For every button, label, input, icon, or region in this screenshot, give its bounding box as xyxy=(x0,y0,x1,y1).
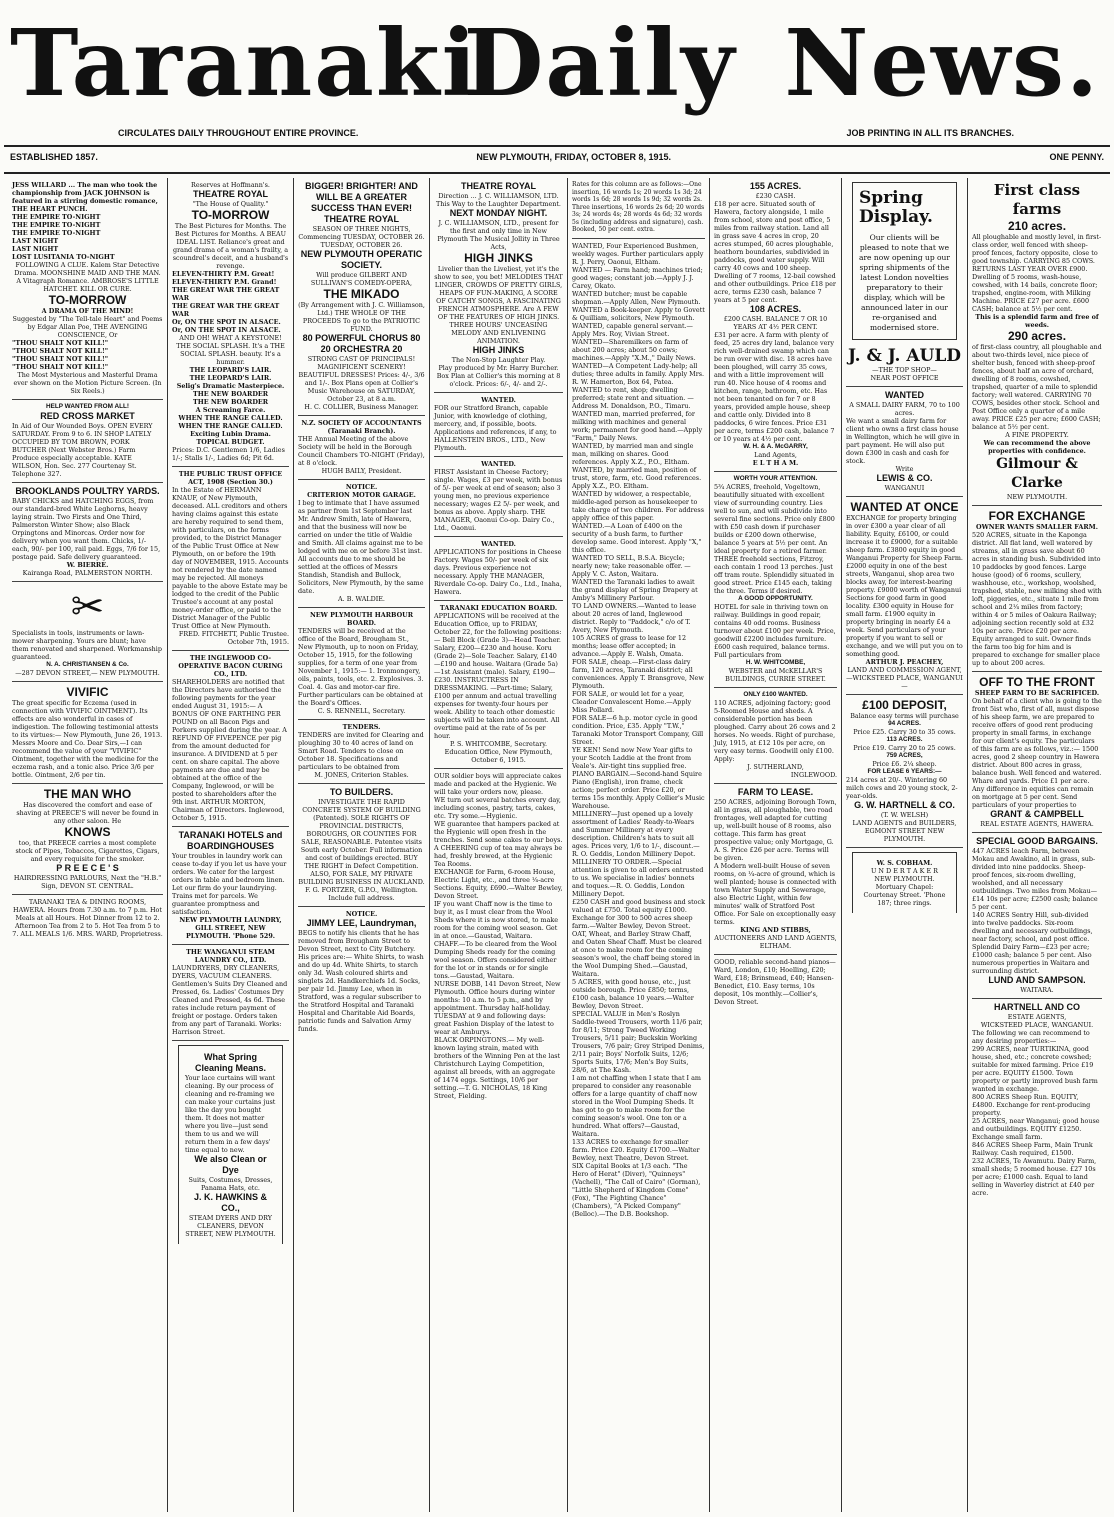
ad-auld xyxy=(846,344,963,387)
whitcombe-signature: P. S. WHITCOMBE, Secretary. Education Office, New Plymouth, October 6, 1915. xyxy=(444,740,553,764)
tomorrow-body-2: The Best Pictures for Months. The Best Pictures for Months. A BEAU IDEAL LIST. Reliance's great and grand drama of a woman's frailty, a scoundrel's deceit, and a husband's revenge. xyxy=(172,222,289,270)
fitchett-signature: FRED. FITCHETT, Public Trustee. October 7th, 1915. xyxy=(178,630,289,646)
jones-signature: M. JONES, Criterion Stables. xyxy=(314,771,409,779)
column-6 xyxy=(710,178,842,1512)
ad-classifieds-col5 xyxy=(572,239,705,1222)
hartnell-intro: The following we can recommend to any desiring properties:— xyxy=(972,1029,1090,1045)
sutherland-town: INGLEWOOD. xyxy=(790,771,837,779)
notice-heading-2: NOTICE. xyxy=(345,910,378,918)
tenders-heading: TENDERS. xyxy=(342,723,381,731)
h-w-whitcombe-address: WEBSTER and McKELLAR'S BUILDINGS, CURRIE STREET. xyxy=(725,667,826,683)
ad-jimmy-lee xyxy=(298,907,425,1037)
acres155-body: £18 per acre. Situated south of Hawera, factory alongside, 1 mile from school, store and post office, 5 miles from railway station. Land all in grass save 4 acres in crop, 20 acres stumped, 60 acres ploughable, heathorn boundaries, subdivided in paddocks, good water supply. Will carry 40 cows and 100 sheep. Dwelling of 7 rooms, 12-bail cowshed and other outbuildings. Price £18 per acre, terms £230 cash, balance 7 years at 5 per cent. xyxy=(714,200,836,304)
grant-name: GRANT & CAMPBELL xyxy=(990,809,1084,819)
knows-heading: KNOWS xyxy=(64,825,111,839)
deposit-94-body: Price £25. Carry 30 to 35 cows. xyxy=(853,728,956,736)
only100-heading: ONLY £100 WANTED. xyxy=(743,691,808,698)
ad-rates xyxy=(572,178,705,239)
stratford-body: FOR our Stratford Branch, capable Junior, with knowledge of clothing, mercery, and, if possible, boots. Applications and references, if any, to HALLENSTEIN BROS., LTD., New Plymouth. xyxy=(434,404,557,452)
public-trust-body: In the Estate of HERMANN KNAUF, of New Plymouth, deceased. ALL creditors and others having claims against this estate are hereby required to send them, with particulars, on the forms provided, to the District Manager of the Public Trust Office at New Plymouth, on or before the 19th day of NOVEMBER, 1915. Accounts not rendered by the date named may be rejected. All moneys payable to the above Estate may be lodged to the credit of the Public Trustee's account at any postal money-order office, or paid to the District Manager of the Public Trust Office at New Plymouth. xyxy=(172,486,289,630)
ad-wanted-riverdale xyxy=(434,537,563,601)
clean-dye-heading: We also Clean or Dye xyxy=(194,1154,267,1175)
deposit-113-body: Price £19. Carry 20 to 25 cows. xyxy=(853,744,956,752)
auld-address: NEAR POST OFFICE xyxy=(870,374,939,382)
cobham-body: Mortuary Chapel: Courtenay Street. 'Phone 187; three rings. xyxy=(863,883,946,907)
farm-lease-body: 250 ACRES, adjoining Borough Town, all in grass, all ploughable, two road frontages, well adapted for cutting up, well-built house of 8 rooms, also cottage. This farm has great prospective value; only Mortgage, G. A. S. Price £26 per acre. Terms will be given. A Modern well-built House of seven rooms, on ¼-acre of ground, which is well planted; house is connected with town Water Supply and Sewerage, also Electric Light, within few minutes' walk of Stratford Post Office. For Sale on exceptionally easy terms. xyxy=(714,798,837,926)
ad-farm-lease xyxy=(714,784,837,955)
clean-dye-body: Suits, Costumes, Dresses, Panama Hats, etc. xyxy=(188,1176,273,1192)
auld-sub: —THE TOP SHOP— xyxy=(872,366,937,374)
vivific-body: The great specific for Eczema (used in connection with VIVIFIC OINTMENT). Its effects are also wonderful in cases of indigestion. The following testimonial attests to its virtues:— New Plymouth, June 26, 1913. Messrs Moore and Co. Dear Sirs,—I can recommend the value of your "VIVIFIC" Ointment, together with the medicine for the eczema rash, and a tonic also. Price 3/6 per bottle. Ointment, 2/6 per tin. xyxy=(12,699,163,779)
hoffmann-line: Reserves at Hoffmann's. xyxy=(191,181,270,189)
price: ONE PENNY. xyxy=(1049,152,1104,162)
builders-heading: TO BUILDERS. xyxy=(329,787,394,797)
ad-deposit xyxy=(846,695,963,848)
ad-christiansen xyxy=(12,582,163,682)
gilmour-town: NEW PLYMOUTH. xyxy=(1006,493,1068,501)
help-heading: HELP WANTED FROM ALL! xyxy=(45,403,130,410)
acres108-heading: 108 ACRES. xyxy=(749,304,802,314)
jcw-body: J. C. WILLIAMSON, LTD., present for the first and only time in New Plymouth The Musical Jollity in Three Acts, xyxy=(437,219,560,251)
wanted-dairy-sub: A SMALL DAIRY FARM, 70 to 100 acres. xyxy=(849,401,960,417)
ad-builders xyxy=(298,784,425,907)
tea-rooms-body: TARANAKI TEA & DINING ROOMS, HAWERA. Hours from 7.30 a.m. to 7 p.m. Hot Meals at all Hours. Hot Dinner from 12 to 2. Afternoon Tea from 2 to 5. Hot Tea from 5 to 7. ALL MEALS 1/6. MRS. WARD, Proprietress. xyxy=(12,898,163,938)
lease-6-body: 214 acres at 20/-. Wintering 60 milch cows and 20 young stock, 2-year-olds. xyxy=(846,776,958,800)
red-cross-body: In Aid of Our Wounded Boys. OPEN EVERY SATURDAY. From 9 to 6. IN SHOP LATELY OCCUPIED BY TOM BROWN, PORK BUTCHER (Next Webster Bros.) Farm Produce especially acceptable. KATE WILSON, Hon. Sec. 277 Courtenay St. Telephone 327. xyxy=(12,422,153,478)
fortzer-signature: F. G. FORTZER, G.P.O., Wellington. Include full address. xyxy=(305,886,418,902)
brooklands-body: BABY CHICKS and HATCHING EGGS, from our standard-bred White Leghorns, heavy laying strain. Two Firsts and One Third, Palmerston Winter Show; also Black Orpingtons and Minorcas. Order now for delivery when you want them. Chicks, 1/- each, 90/- per 100, rail paid. Eggs, 7/6 for 15, postage paid. Safe delivery guaranteed. xyxy=(12,497,161,561)
write-line: Write xyxy=(895,465,914,473)
title-word-news: News. xyxy=(784,9,1100,117)
high-jinks-heading: HIGH JINKS xyxy=(464,251,533,265)
wanted-heading-2: WANTED. xyxy=(481,460,516,468)
ad-cobham xyxy=(852,852,957,913)
spring-cleaning-body: Your lace curtains will want cleaning. By our process of cleaning and re-framing we can make your curtains just like the day you bought them. It does not matter where you live—just send them to us and we will return them in a few days' time equal to new. xyxy=(185,1074,276,1154)
acres155-heading: 155 ACRES. xyxy=(749,181,802,191)
criterion-heading: CRITERION MOTOR GARAGE. xyxy=(307,491,416,499)
ad-first-class-farms xyxy=(972,178,1102,506)
hotels-heading: TARANAKI HOTELS and BOARDINGHOUSES xyxy=(178,830,283,851)
established: ESTABLISHED 1857. xyxy=(10,152,98,162)
wanted-once-heading: WANTED AT ONCE xyxy=(850,500,959,514)
ad-brooklands xyxy=(12,483,163,582)
accountants-heading: N.Z. SOCIETY OF ACCOUNTANTS (Taranaki Branch). xyxy=(301,419,422,435)
cobham-title: U N D E R T A K E R xyxy=(871,867,938,875)
tomorrow-heading: TO-MORROW xyxy=(48,293,127,307)
scissors-icon: ✂ xyxy=(70,584,105,630)
wanganui-heading: THE WANGANUI STEAM LAUNDRY CO., LTD. xyxy=(186,948,275,964)
h-w-whitcombe-name: H. W. WHITCOMBE, xyxy=(745,659,806,666)
title-word-taranaki: Taranaki xyxy=(10,9,479,117)
chorus-line: 80 POWERFUL CHORUS 80 xyxy=(302,333,421,343)
ad-accountants xyxy=(298,416,425,480)
top-rule xyxy=(4,145,1110,147)
hartnell-address: WICKSTEED PLACE, WANGANUI. xyxy=(980,1021,1094,1029)
peachey-title: LAND AND COMMISSION AGENT, xyxy=(847,666,962,674)
willard-text: JESS WILLARD ... The man who took the championship from JACK JOHNSON is featured in a stirring domestic romance, THE HEART PUNCH. xyxy=(12,181,158,213)
wanted-dairy-heading: WANTED xyxy=(885,390,924,400)
title-word-daily: Daily xyxy=(463,9,737,117)
worth-heading: WORTH YOUR ATTENTION. xyxy=(733,475,818,482)
burcher-line: Play produced by Mr. Harry Burcher. xyxy=(438,364,559,372)
ad-laundry xyxy=(172,827,289,945)
ad-155-acres xyxy=(714,178,837,472)
prices-line: Prices: D.C. Gentlemen 1/6, Ladies 1/-; Stalls 1/-, Ladies 6d; Pit 6d. xyxy=(172,446,285,462)
leopard-lines: THE LEOPARD'S LAIR. THE LEOPARD'S LAIR. Selig's Dramatic Masterpiece. THE NEW BOARDER THE NEW BOARDER A Screaming Farce. WHEN THE RANGE CALLED. WHEN THE RANGE CALLED. Exciting Lubin Drama. TOPICAL BUDGET. xyxy=(176,366,285,446)
front-sub: SHEEP FARM TO BE SACRIFICED. xyxy=(974,689,1100,697)
special-heading: SPECIAL GOOD BARGAINS. xyxy=(976,836,1098,846)
harbour-body: TENDERS will be received at the office of the Board, Brougham St., New Plymouth, up to noon on Friday, October 15, 1915, for the following supplies, for a term of one year from November 1, 1915:— 1. Ironmongery, oils, paints, tools, etc. 2. Explosives. 3. Coal. 4. Gas and motor-car fire. Further particulars can be obtained at the Board's Offices. xyxy=(298,627,424,707)
peachey-name: ARTHUR J. PEACHEY, xyxy=(865,658,944,666)
spring-cleaning-heading: What Spring Cleaning Means. xyxy=(194,1052,266,1073)
lease-6-heading: FOR LEASE 6 YEARS:— xyxy=(867,768,942,775)
splendid-line: This is a splendid farm and free of weeds. xyxy=(975,313,1099,329)
inglewood-body: SHAREHOLDERS are notified that the Directors have authorised the following payments for the year ended August 31, 1915:— A BONUS OF ONE FARTHING PER POUND on all Bacon Pigs and Porkers supplied during the year. A REFUND OF FIVEPENCE per pig from the amount deducted for insurance. A DIVIDEND at 5 per cent. on share capital. The above payments are due and may be obtained at the office of the Company, Inglewood, or will be posted to shareholders after the 9th inst. ARTHUR MORTON, Chairman of Directors. Inglewood, October 5, 1915. xyxy=(172,678,287,822)
ad-preece xyxy=(12,784,163,895)
orchestra-line: 20 ORCHESTRA 20 xyxy=(320,344,403,354)
ad-worth-attention xyxy=(714,472,837,688)
accountants-body: THE Annual Meeting of the above Society will be held in the Borough Council Chambers TO-NIGHT (Friday), at 8 o'clock. xyxy=(298,435,425,467)
nonstop-line: The Non-Stop Laughter Play. xyxy=(451,356,546,364)
thou-shalt-lines: "THOU SHALT NOT KILL!" "THOU SHALT NOT KILL!" "THOU SHALT NOT KILL!" "THOU SHALT NOT KILL!" xyxy=(12,339,109,371)
ad-for-exchange xyxy=(972,506,1102,672)
bottom-rule xyxy=(4,172,1110,174)
ad-off-to-front xyxy=(972,672,1102,833)
ad-red-cross xyxy=(12,400,163,483)
front-body: On behalf of a client who is going to the front 5ist who, first of all, must dispose of his sheep farm, we are prepared to receive offers of good rent producing property in small farms, in exchange for our client's equity. The particulars of this farm are as follows, viz.:— 1500 acres, good 2 sheep country in Hawera district. About 800 acres in grass, balance bush. Well fenced and watered. Whare and yards. Price £1 per acre. Any difference in equities can remain on mortgage at 5 per cent. Send particulars of your properties to xyxy=(972,697,1102,809)
wanted-dairy-body: We want a small dairy farm for client who owns a first class house in Wellington, which he will give in part payment. He will also put down £300 in cash and cash for stock. xyxy=(846,417,960,465)
peachey-address: —WICKSTEED PLACE, WANGANUI— xyxy=(846,674,963,690)
vivific-heading: VIVIFIC xyxy=(66,685,109,699)
column-7 xyxy=(842,178,968,1512)
ad-classifieds-col4 xyxy=(434,769,563,1104)
acres108-price: £200 CASH. BALANCE 7 OR 10 YEARS AT 4½ PER CENT. xyxy=(723,315,828,331)
hotels-body: Your troubles in laundry work can cease to-day if you let us have your orders. We cater for the largest orders in table and bedroom linen. Let our firm do your laundrying. Trains met for parcels. We guarantee promptness and satisfaction. xyxy=(172,852,287,916)
classifieds-col4: OUR soldier boys will appreciate cakes made and packed at the Hygienic. We will take your orders now, please. WE turn out several batches every day, including scones, pastry, tarts, cakes, etc. Try some.—Hygienic. WE guarantee that hampers packed at the Hygienic will open fresh in the trenches. Send some cakes to our boys. A CHEERING cup of tea may always be had, freshly brewed, at the Hygienic Tea Rooms. EXCHANGE for Farm, 6-room House, Electric Light, etc., and three ¼-acre Sections. Equity, £690.—Walter Bewley, Devon Street. IF you want Chaff now is the time to buy it, as I must clear from the Wool Sheds where it is now stored, to make room for the coming wool season. Get in at once.—Gaustad, Waitara. CHAFF.—To be cleared from the Wool Dumping Sheds ready for the coming wool season. Offers considered either for the lot or in stands or for single tons.—Gaustad, Waitara. NURSE DOBB, 141 Devon Street, New Plymouth. Office hours during winter months: 10 a.m. to 5 p.m., and by appointment. Thursday half-holiday. TUESDAY at 9 and following days: great Fashion Display of the latest to wear at Amburys. BLACK ORPINGTONS.— My well-known laying strain, mated with brothers of the Winning Pen at the last Christchurch Laying Competition, against all breeds, with an aggregate of 1474 eggs. Settings, 10/6 per setting.—T. G. NICHOLAS, 18 King Street, Fielding. xyxy=(434,772,563,1100)
riverdale-body: APPLICATIONS for positions in Cheese Factory. Wages 50/- per week of six days. Previous experience not necessary. Apply THE MANAGER, Riverdale Co-op. Dairy Co., Ltd., Inaha, Hawera. xyxy=(434,548,562,596)
g-w-hartnell-address: EGMONT STREET NEW PLYMOUTH. xyxy=(864,827,945,843)
front-heading: OFF TO THE FRONT xyxy=(979,675,1095,689)
christiansen-name: N. A. CHRISTIANSEN & Co. xyxy=(46,661,129,668)
wanted-heading-3: WANTED. xyxy=(481,540,516,548)
lee-heading: JIMMY LEE, Laundryman, xyxy=(306,918,417,928)
first-class-heading: First class farms xyxy=(993,181,1081,218)
jinks-body: Livelier than the Liveliest, yet it's the show to see, you bet! MELODIES THAT LINGER, CROWDS OF PRETTY GIRLS, HEAPS OF FUN-MAKING, A SCORE OF CATCHY SONGS, A FASCINATING FRENCH ATMOSPHERE. Are A FEW OF THE FEATURES OF HIGH JINKS. THREE HOURS' UNCEASING MELODY AND ENLIVENING ANIMATION. xyxy=(434,265,563,345)
season-text: SEASON OF THREE NIGHTS, Commencing TUESDAY, OCTOBER 26. TUESDAY, OCTOBER 26. xyxy=(298,225,425,249)
ad-wanganui-laundry xyxy=(172,945,289,1041)
exchange-body: 520 ACRES, situate in the Kaponga district. All flat land, well watered by streams, all in grass save about 60 acres in standing bush. Subdivided into 10 paddocks by good fences. Large house (good) of 6 rooms, scullery, washhouse, etc., workshop, woolshed, trapshed, stable, new milking shed with loft, piggeries, etc., situate 1 mile from school and 2¼ miles from factory; within 4 or 5 miles of Oakura Railway; adjoining section recently sold at £32 10s per acre. Price £20 per acre. Equity arranged to suit. Owner finds the farm too big for him and is prepared to exchange for smaller place up to about 200 acres. xyxy=(972,531,1102,667)
hartnell-name: HARTNELL AND CO xyxy=(994,1002,1080,1012)
spring-display-body: Our clients will be pleased to note that we are now opening up our spring shipments of the latest London novelties preparatory to their display, which will be announced later in our re-organised and modernised store. xyxy=(859,233,950,332)
empire-lines: THE EMPIRE TO-NIGHT THE EMPIRE TO-NIGHT THE EMPIRE TO-NIGHT LAST NIGHT LAST NIGHT LOST LUSITANIA TO-NIGHT xyxy=(12,213,115,261)
ad-spring-cleaning xyxy=(178,1045,283,1244)
ad-tenders xyxy=(298,720,425,784)
ad-inglewood-bacon xyxy=(172,651,289,827)
theatre-royal-heading-3: THEATRE ROYAL xyxy=(323,214,399,224)
acres210-body: All ploughable and mostly level, in first-class order, well fenced with sheep-proof fences, factory opposite, close to good township. CARRYING 85 COWS. RETURNS LAST YEAR OVER £900. Dwelling of 5 rooms, wash-house, cowshed, with 14 bails, concrete floor; trapshed, engine-room, with Milking Machine. PRICE £27 per acre. £600 CASH; balance at 5½ per cent. xyxy=(972,233,1102,313)
rennell-signature: C. S. RENNELL, Secretary. xyxy=(317,707,406,715)
education-heading: TARANAKI EDUCATION BOARD. xyxy=(439,604,558,612)
g-w-hartnell-name: G. W. HARTNELL & CO. xyxy=(854,800,955,810)
hartnell-title: ESTATE AGENTS, xyxy=(1007,1013,1067,1021)
mcgarry-town: E L T H A M. xyxy=(752,459,799,467)
gilmour-name: Gilmour & Clarke xyxy=(996,456,1078,491)
ad-high-jinks xyxy=(434,178,563,393)
ad-pianos xyxy=(714,955,837,1010)
man-who-heading: THE MAN WHO xyxy=(43,787,132,801)
newspaper-title xyxy=(10,8,1104,118)
great-war-lines: THE GREAT WAR THE GREAT WAR THE GREAT WAR THE GREAT WAR Or, ON THE SPOT IN ALSACE. Or, ON THE SPOT IN ALSACE. xyxy=(172,286,281,334)
np-laundry: NEW PLYMOUTH LAUNDRY, GILL STREET, NEW PLYMOUTH. 'Phone 529. xyxy=(179,916,282,940)
theatre-royal-heading: THEATRE ROYAL xyxy=(192,189,268,199)
ad-hartnell xyxy=(972,999,1102,1201)
special-body: 447 ACRES leach Farm, between Mokau and Awakino, all in grass, sub-divided into nine paddocks. Sheep-proof fences, six-room dwelling, woolshed, and all necessary outbuildings. Two miles from Mokau—£14 10s per acre; £2500 cash; balance 5 per cent. 140 ACRES Sentry Hill, sub-divided into twelve paddocks. Six-room dwelling and necessary outbuildings, near factory, school, and post office. Splendid Dairy Farm—£23 per acre; £1000 cash; balance 5 per cent. Also numerous properties in Waitara and surrounding district. xyxy=(972,847,1098,975)
dateline: NEW PLYMOUTH, FRIDAY, OCTOBER 8, 1915. xyxy=(476,152,672,162)
mcgarry-name: W. H. & A. McGARRY, xyxy=(743,443,808,450)
preece-heading: P R E E C E ' S xyxy=(56,863,119,873)
deposit-759-body: Price £6. 2¼ sheep. xyxy=(872,760,937,768)
classifieds-col5: WANTED, Four Experienced Bushmen, weekly wages. Further particulars apply R. J. Perry, Oaonui, Eltham. WANTED — Farm hand; machines tried; good wages; constant job.—Apply J. J. Carey, Okato. WANTED butcher; must be capable shopman.—Apply Allen, New Plymouth. WANTED a Book-keeper. Apply to Govett & Quilliam, solicitors, New Plymouth. WANTED, capable general servant.—Apply Mrs. Roy, Vivian Street. WANTED—Sharemilkers on farm of about 200 acres; about 50 cows; machines.—Apply "X.M.," Daily News. WANTED—A Competent Lady-help; all duties; three adults in family. Apply Mrs. R. W. Hamerton, Box 64, Patea. WANTED to rent, shop; dwelling preferred; state rent and situation. —Address M. Donaldson, P.O., Timaru. WANTED man, married preferred, for milking with machines and general work; permanent for good hand.—Apply "Farm," Daily News. WANTED, by married man and single man, milking on shares. Good references. Apply X.Z., P.O., Eltham. WANTED, by married man, position of trust, store, farm, etc. Good references. Apply X.Z., P.O. Eltham. WANTED by widower, a respectable, middle-aged person as housekeeper to take charge of two children. For address apply office of this paper. WANTED.—A Loan of £400 on the security of a bush farm, to further develop same. Good interest. Apply "X," this office. WANTED TO SELL, B.S.A. Bicycle; nearly new; take reasonable offer. —Apply V. C. Aston, Waitara. WANTED the Taranaki ladies to await the grand display of Spring Drapery at Amby's Millinery Parlour. TO LAND OWNERS.—Wanted to lease about 20 acres of land, Inglewood district. Reply to "Paddock," c/o of T. Avery, New Plymouth. 105 ACRES of grass to lease for 12 months; lease offer accepted; in advance.—Apply E. Walsh, Omata. FOR SALE, cheap.—First-class dairy farm, 120 acres, Taranaki district; all conveniences. Apply T. Bransgrove, New Plymouth. FOR SALE, or would let for a year, Cleador Convalescent Home.—Apply Miss Pollard. FOR SALE—6 h.p. motor cycle in good condition. Price, £35. Apply "T.W.," Taranaki Motor Transport Company, Gill Street. YE KEN! Send now New Year gifts to your Scotch Laddie at the front from Veale's. Air-tight tins supplied free. PIANO BARGAIN.—Second-hand Squire Piano (English), iron frame, check action; perfect order. Price £20, or terms 15s monthly. Apply Collier's Music Warehouse. MILLINERY—Just opened up a lovely assortment of Ladies' Ready-to-Wears and Summer Millinery at every description. Children's hats to suit all ages. Prices very, 1/6 to 1/-, discount.—R. O. Geddis, London Millinery Depot. MILLINERY TO ORDER.—Special attention is given to all orders entrusted to us. We specialise in ladies' bonnets and toques.—R. O. Geddis, London Millinery Depot. £250 CASH and good business and stock valued at £750. Total equity £1000. Exchange for 300 to 500 acres sheep farm.—Walter Bewley, Devon Street. OAT, Wheat, and Barley Straw Chaff, and Oaten Sheaf Chaff. Must be cleared at once to make room for the coming season's wool, the chaff being stored in the Wool Dumping Shed.—Gaustad, Waitara. 5 ACRES, with good house, etc., just outside borough. Price £850; terms, £100 cash, balance 10 years.—Walter Bewley, Devon Street. SPECIAL VALUE in Men's Roslyn Saddle-tweed Trousers, worth 11/6 pair, for 8/11; Strong Tweed Working Trousers, 5/11 pair; Buckskin Working Trousers, 7/6 pair; Grey Striped Denims, 2/11 pair; Boys' Norfolk Suits, 12/6; Sports Suits, 17/6; Men's Boy Suits, 28/6, at The Kash. I am not chaffing when I state that I am prepared to consider any reasonable offers for a large quantity of chaff now stored in the Wool Dumping Sheds. It has got to go to make room for the coming season's wool. One ton or a hundred. What offers?—Gaustad, Waitara. 133 ACRES to exchange for smaller farm. Price £20. Equity £1700.—Walter Bewley, next Theatre, Devon Street. SIX Capital Books at 1/3 each. "The Hero of Herat" (Diver), "Quinneys" (Vachell), "The Call of Cairo" (Gorman), "Little Shepherd of Kingdom Come" (Fox), "The Fighting Chance" (Chambers), "A Picked Company" (Belloc).—The D.B. Bookshop. xyxy=(572,241,705,1218)
acres210-heading: 210 acres. xyxy=(1007,219,1067,233)
good-opp-heading: A GOOD OPPORTUNITY. xyxy=(738,595,813,602)
tagline-left: CIRCULATES DAILY THROUGHOUT ENTIRE PROVINCE. xyxy=(118,128,359,138)
wanted-heading-1: WANTED. xyxy=(481,396,516,404)
knows-body: too, that PREECE carries a most complete stock of Pipes, Tobaccos, Cigarettes, Cigars, and every requisite for the smoker. xyxy=(15,839,160,863)
ad-wanted-dairy xyxy=(846,387,963,497)
eleven-thirty: ELEVEN-THIRTY P.M. Great! ELEVEN-THIRTY P.M. Grand! xyxy=(172,270,277,286)
ad-jess-willard xyxy=(12,178,163,400)
edition-line xyxy=(10,152,1104,162)
mikado-tail: STRONG CAST OF PRINCIPALS! MAGNIFICENT SCENERY! BEAUTIFUL DRESSES! Prices: 4/-, 3/6 and 1/-. Box Plans open at Collier's Music Warehouse on SATURDAY, October 23, at 8 a.m. xyxy=(298,355,425,403)
column-8 xyxy=(968,178,1106,1512)
program-text: FOLLOWING A CLUE. Kalem Star Detective Drama. MOONSHINE MAID AND THE MAN. A Vitagraph Romance. AMBROSE'S LITTLE HATCHET. KILL OR CURE. xyxy=(14,261,161,293)
brooklands-heading: BROOKLANDS POULTRY YARDS. xyxy=(15,486,160,496)
wanted-once-body: EXCHANGE for property bringing in over £300 a year clear of all liability. Equity, £6100, or could increase it to £9000, for a suitable sheep farm. £3800 equity in good Wanganui Property for Sheep Farm. £2000 equity in one of the best streets, Wanganui, shop area two blocks away, for interest-bearing property. £9000 worth of Wanganui Sections for good farm in good locality. £300 equity in House for small farm. £1900 equity in property bringing in nearly £4 a week. Send particulars of your property if you want to sell or exchange, and we will put you on to something good. xyxy=(846,514,963,658)
cobham-name: W. S. COBHAM. xyxy=(876,859,933,867)
column-5 xyxy=(568,178,710,1512)
deposit-759: 759 ACRES, xyxy=(886,752,923,759)
ad-criterion xyxy=(298,480,425,608)
ad-only-100 xyxy=(714,688,837,784)
only100-body: 110 ACRES, adjoining factory; good 5-Roomed House and sheds. A considerable portion has been ploughed. Carry about 26 cows and 2 horses. No weeds. Right of purchase, July, 1915, at £12 10s per acre, on very easy terms. Goodwill only £100. xyxy=(714,699,836,755)
column-3 xyxy=(294,178,430,1512)
way-line: This Way to the Laughter Department. xyxy=(436,200,561,208)
direction-line: Direction ... J. C. WILLIAMSON, LTD. xyxy=(438,192,559,200)
masthead xyxy=(10,8,1104,168)
column-1 xyxy=(8,178,168,1512)
fine-property: A FINE PROPERTY. xyxy=(1005,431,1069,439)
thou-tail: The Most Mysterious and Masterful Drama ever shown on the Motion Picture Screen. (In Six Reels.) xyxy=(13,371,162,395)
tagline-right: JOB PRINTING IN ALL ITS BRANCHES. xyxy=(846,128,1014,138)
waldie-signature: A. B. WALDIE. xyxy=(338,595,385,603)
g-w-hartnell-sub: (T. W. WELSH) xyxy=(880,811,929,819)
baily-signature: HUGH BAILY, President. xyxy=(321,467,402,475)
deposit-body: Balance easy terms will purchase xyxy=(850,712,959,720)
sutherland-apply: Apply: xyxy=(714,755,735,763)
ad-wanted-stratford xyxy=(434,393,563,457)
mikado-heading: THE MIKADO xyxy=(323,287,400,301)
bierre-address: Kairanga Road, PALMERSTON NORTH. xyxy=(22,569,153,577)
red-cross-heading: RED CROSS MARKET xyxy=(40,411,135,421)
acres290-body: of first-class country, all ploughable and about two-thirds level, nice piece of shelter bush, fenced with sheep-proof fences, about half an acre of orchard, dwelling of 8 rooms, cowshed, trapshed, quarter of a mile to splendid factory; well watered. CARRYING 70 COWS, besides other stock. School and Post Office only a quarter of a mile away. PRICE £25 per acre; £600 CASH; balance at 5½ per cent. xyxy=(972,343,1102,431)
lewis-name: LEWIS & CO. xyxy=(876,473,933,483)
auld-name: J. & J. AULD xyxy=(847,346,962,366)
grant-title: REAL ESTATE AGENTS, HAWERA. xyxy=(980,820,1094,828)
ad-spring-display xyxy=(852,182,957,340)
ad-vivific xyxy=(12,682,163,784)
wanganui-body: LAUNDRYERS, DRY CLEANERS, DYERS, VACUUM CLEANERS. Gentlemen's Suits Dry Cleaned and Pressed, 6s. Ladies' Costumes Dry Cleaned and Pressed, 4s 6d. These rates include return payment of freight or postage. Orders taken from any part of Taranaki. Works: Harrison Street. xyxy=(172,964,288,1036)
mikado-body: (By Arrangement with J. C. Williamson, Ltd.) THE WHOLE OF THE PROCEEDS To go to the PATRIOTIC FUND. xyxy=(298,301,425,333)
acres155-price: £230 CASH. xyxy=(755,192,796,200)
worth-body: 5¾ ACRES, freehold, Vogeltown, beautifully situated with excellent view of surrounding country. Lies well to sun, and will subdivide into several fine sections. Price only £800 with £50 cash down if purchaser builds or £200 down otherwise, balance 5 years at 5½ per cent. An ideal property for a retired farmer. THREE freehold sections, Fitzroy, each contain 1 rood 13 perches. Just off tram route. Splendidly situated in good street. Price £145 each, taking the three. Terms if desired. xyxy=(714,483,835,595)
ad-wanted-once xyxy=(846,497,963,695)
public-trust-heading: THE PUBLIC TRUST OFFICE ACT, 1908 (Section 30.) xyxy=(178,470,283,486)
christiansen-address: —287 DEVON STREET,— NEW PLYMOUTH. xyxy=(15,669,160,677)
hawkins-name: J. K. HAWKINS & CO., xyxy=(193,1192,267,1213)
g-w-hartnell-title: LAND AGENTS and BUILDERS, xyxy=(852,819,957,827)
ad-mikado xyxy=(298,178,425,416)
hartnell-body: 299 ACRES, near TURTIKINA, good house, shed, etc.; concrete cowshed; suitable for mixed farming. Price £19 per acre. EQUITY £1500. Town property or partly improved bush farm wanted in exchange. 800 ACRES Sheep Run. EQUITY, £4800. Exchange for rent-producing property. 25 ACRES, near Wanganui; good house and outbuildings. EQUITY £1250. Exchange small farm. 846 ACRES Sheep Farm, Main Trunk Railway. Cash required, £1500. 232 ACRES, Te Awamutu. Dairy Farm, small sheds; 5 roomed house. £27 10s per acre; £1000 cash. Equal to land selling in Waverley district at £40 per acre. xyxy=(972,1045,1100,1197)
box-plan-line: Box Plan at Collier's this morning at 8 o'clock. Prices: 6/-, 4/- and 2/-. xyxy=(436,372,561,388)
tenders-body: TENDERS are invited for Clearing and ploughing 30 to 40 acres of land on Smart Road. Tenders to close on October 18. Specifications and particulars to be obtained from xyxy=(298,731,424,771)
ad-tea-rooms xyxy=(12,895,163,942)
ad-special-bargains xyxy=(972,833,1102,999)
next-monday: NEXT MONDAY NIGHT. xyxy=(449,208,548,218)
criterion-body: I beg to intimate that I have assumed as partner from 1st September last Mr. Andrew Smith, late of Hawera, and that the business will now be carried on under the title of Waldie and Smith. All claims against me to be lodged with me on or before 31st inst. All accounts due to me should be settled at the offices of Messrs Standish, Standish and Bullock, Solicitors, New Plymouth, by the same date. xyxy=(298,499,424,595)
lund-town: WAITARA. xyxy=(1020,986,1054,994)
harbour-heading: NEW PLYMOUTH HARBOUR BOARD. xyxy=(309,611,414,627)
christiansen-body: Specialists in tools, instruments or lawn-mower sharpening. Yours are blunt; have them renovated and sharpened. Workmanship guaranteed. xyxy=(12,629,162,661)
ad-education-board xyxy=(434,601,563,769)
tomorrow-sub: A DRAMA OF THE MIND! xyxy=(41,307,134,315)
lund-name: LUND AND SAMPSON. xyxy=(988,975,1086,985)
tomorrow-body: Suggested by "The Tell-tale Heart" and Poems by Edgar Allan Poe, THE AVENGING CONSCIENCE, Or xyxy=(12,315,163,339)
recommend-line: We can recommend the above properties with confidence. xyxy=(983,439,1091,455)
sutherland-name: J. SUTHERLAND, xyxy=(747,763,804,771)
lee-body: BEGS to notify his clients that he has removed from Brougham Street to Devon Street, next to City Butchery. His prices are:— White Shirts, to wash and do up 4d. White Shirts, to starch only 3d. Wash coloured shirts and singlets 2d. Handkerchiefs 1d. Socks, per pair 1d. Jimmy Lee, when in Stratford, was a regular subscriber to the Stratford Hospital and Taranaki Hospital and Charitable Aid Boards, patriotic funds and Salvation Army funds. xyxy=(298,929,424,1033)
rates-text: Rates for this column are as follows:—One insertion, 16 words 1s; 20 words 1s 3d; 24 words 1s 6d; 28 words 1s 9d; 32 words 2s. Three insertions, 16 words 2s 6d; 20 words 3s; 24 words 4s; 28 words 4s 6d; 32 words 5s (including address and signature), cash. Booked, 50 per cent. extra. xyxy=(572,181,705,233)
builders-body: INVESTIGATE THE RAPID CONCRETE SYSTEM OF BUILDING (Patented). SOLE RIGHTS OF PROVINCIAL DISTRICTS, BOROUGHS, OR COUNTIES FOR SALE, REASONABLE. Patentee visits South early October. Full information and cost of buildings erected. BUY THE RIGHT in Defect Competition. ALSO, FOR SALE, MY PRIVATE BUILDING BUSINESS IN AUCKLAND. xyxy=(298,798,425,886)
ad-public-trust xyxy=(172,467,289,651)
acres108-body: £31 per acre. A farm with plenty of feed, 25 acres dry land, balance very rich well-drained swamp which can be run over with disc. 18 acres have been ploughed, will carry 35 cows, and with a little improvement will run 40. Nice house of 4 rooms and kitchen, range, bathroom, etc. Has not been tenanted on for 7 or 8 years, provided ample house, sheep and cattle only. Divided into 8 paddocks, 6 wire fences. Price £31 per acre, terms £200 cash, balance 7 or 10 years at 4½ per cent. xyxy=(714,331,835,443)
man-who-body: Has discovered the comfort and ease of shaving at PREECE'S will never be found in any other saloon. He xyxy=(16,801,159,825)
stubbs-title: AUCTIONEERS AND LAND AGENTS, xyxy=(714,934,837,942)
theatre-royal-heading-4: THEATRE ROYAL xyxy=(460,181,536,191)
mcgarry-title: Land Agents, xyxy=(754,451,797,459)
cobham-town: NEW PLYMOUTH. xyxy=(874,875,935,883)
tomorrow-heading-2: TO-MORROW xyxy=(191,208,270,222)
pianos-body: GOOD, reliable second-hand pianos—Ward, London, £10; Hoelling, £20; Ward, £18; Brinsmead, £40; Hansen-Benedict, £10. Easy terms, 10s deposit, 10s monthly.—Collier's, Devon Street. xyxy=(714,958,836,1006)
cheese-body: FIRST Assistant in Cheese Factory; single. Wages, £3 per week, with bonus of 5/- per week at end of season; also 3 young men, no previous experience necessary; wages £2 5/- per week, and bonus as above. Apply sharp. THE MANAGER, Oaonui Co-op. Dairy Co., Ltd., Oaonui. xyxy=(434,468,563,532)
house-quality: "The House of Quality." xyxy=(192,200,269,208)
column-4 xyxy=(430,178,568,1512)
tagline-row xyxy=(10,128,1104,138)
bierre-name: W. BIERRE. xyxy=(66,561,109,569)
notice-heading: NOTICE. xyxy=(345,483,378,491)
operatic-body: Will produce GILBERT AND SULLIVAN'S COMEDY-OPERA, xyxy=(310,271,413,287)
stubbs-town: ELTHAM. xyxy=(759,942,792,950)
jinks-sub: HIGH JINKS xyxy=(472,345,525,355)
exchange-sub: OWNER WANTS SMALLER FARM. xyxy=(976,523,1098,531)
deposit-94: 94 ACRES. xyxy=(888,720,921,727)
bigger-heading: BIGGER! BRIGHTER! AND WILL BE A GREATER SUCCESS THAN EVER! xyxy=(305,181,418,213)
exchange-heading: FOR EXCHANGE xyxy=(988,509,1086,523)
stubbs-name: KING AND STIBBS, xyxy=(740,926,811,934)
spring-display-heading: Spring Display. xyxy=(859,188,933,227)
column-2 xyxy=(168,178,294,1512)
page-columns xyxy=(8,178,1106,1512)
acres290-heading: 290 acres. xyxy=(1007,329,1067,343)
deposit-heading: £100 DEPOSIT, xyxy=(862,698,947,712)
lewis-town: WANGANUI xyxy=(884,484,925,492)
ad-theatre-royal-pictures xyxy=(172,178,289,467)
preece-body: HAIRDRESSING PARLOURS, Next the "H.B." Sign, DEVON ST. CENTRAL. xyxy=(13,874,162,890)
inglewood-heading: THE INGLEWOOD CO-OPERATIVE BACON CURING CO., LTD. xyxy=(178,654,283,678)
farm-lease-heading: FARM TO LEASE. xyxy=(737,787,814,797)
deposit-113: 113 ACRES. xyxy=(886,736,923,743)
operatic-heading: NEW PLYMOUTH OPERATIC SOCIETY. xyxy=(300,249,423,270)
hawkins-body: STEAM DYERS AND DRY CLEANERS, DEVON STREET, NEW PLYMOUTH. xyxy=(185,1214,276,1238)
ad-wanted-cheese xyxy=(434,457,563,537)
good-opp-body: HOTEL for sale in thriving town on railway. Buildings in good repair, contains 40 odd rooms. Business turnover about £100 per week. Price, goodwill £2200 includes furniture. £600 cash required, balance terms. Full particulars from xyxy=(714,603,836,659)
collier-signature: H. C. COLLIER, Business Manager. xyxy=(304,403,419,411)
ad-harbour-board xyxy=(298,608,425,720)
keystone-text: AND OH! WHAT A KEYSTONE! THE SOCIAL SPLASH. It's a THE SOCIAL SPLASH. beauty. It's a hummer. xyxy=(176,334,285,366)
education-body: APPLICATIONS will be received at the Education Office, up to FRIDAY, October 22, for the following positions:— Bell Block (Grade 3)—Head Teacher. Salary, £200—£230 and house. Koru (Grade 2)—Sole Teacher. Salary, £140—£190 and house. Waitara (Grade 5a)—1st Assistant (male). Salary, £190—£230. INSTRUCTRESS IN DRESSMAKING. —Part-time; Salary, £100 per annum and actual travelling expenses for twenty-four hours per week. Ability to teach other domestic subjects will be taken into account. All overtime paid at the rate of 5s per hour. xyxy=(434,612,562,740)
